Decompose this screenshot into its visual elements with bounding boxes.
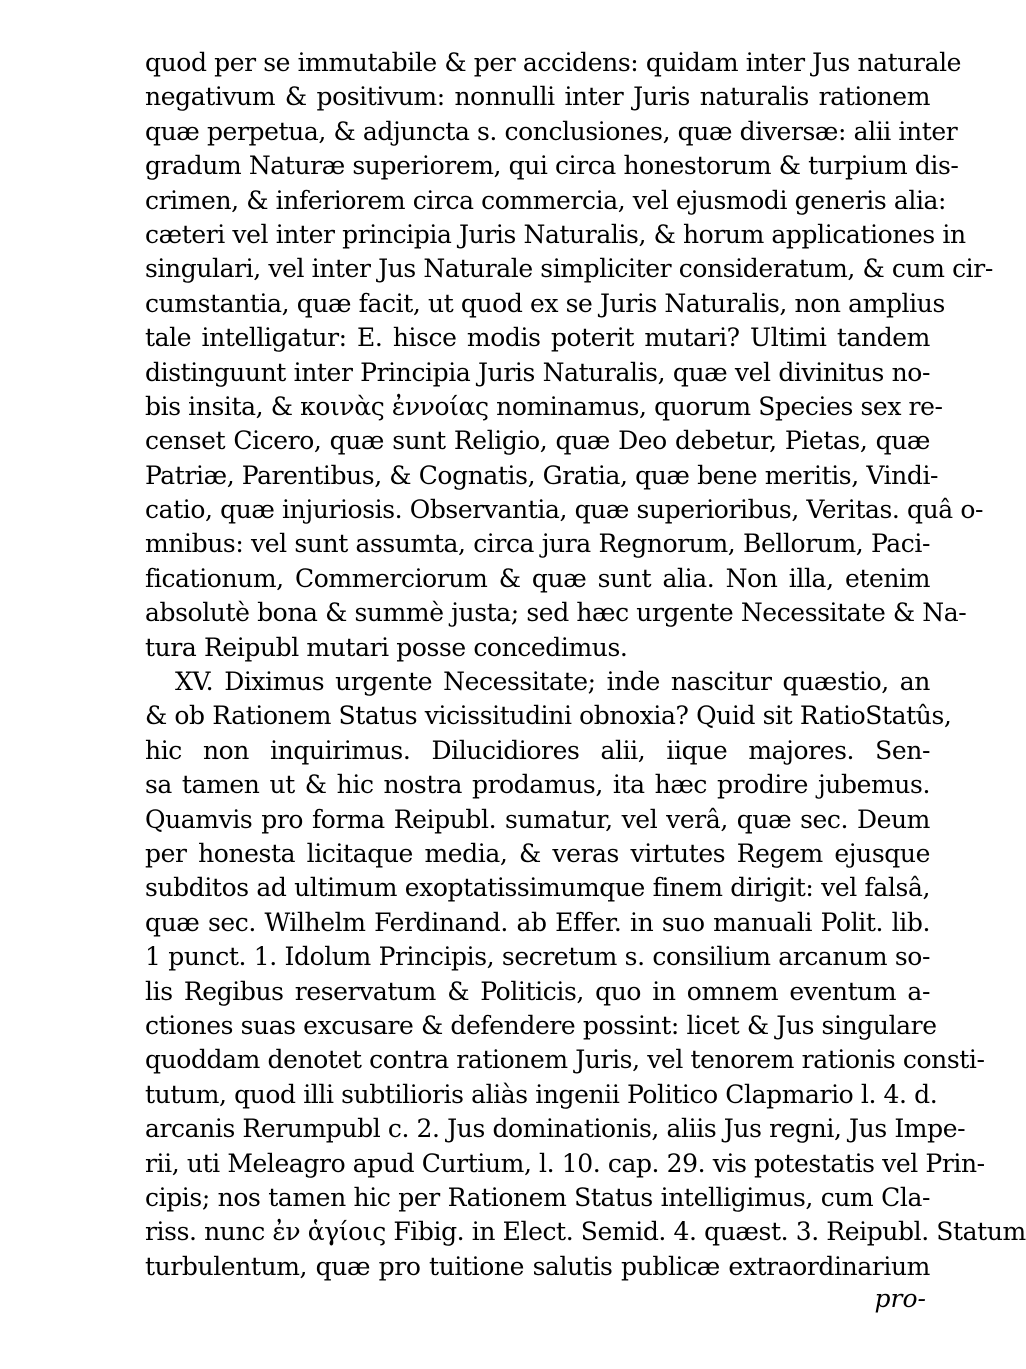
text-line: 1 punct. 1. Idolum Principis, secretum s. consilium arcanum so- (145, 942, 930, 972)
text-line: censet Cicero, quæ sunt Religio, quæ Deo debetur, Pietas, quæ (145, 426, 930, 456)
text-line: cipis; nos tamen hic per Rationem Status intelligimus, cum Cla- (145, 1182, 930, 1212)
text-line: quæ sec. Wilhelm Ferdinand. ab Effer. in suo manuali Polit. lib. (145, 907, 930, 937)
text-line: tura Reipubl mutari posse concedimus. (145, 632, 628, 662)
text-line: ctiones suas excusare & defendere possint: licet & Jus singulare (145, 1010, 937, 1040)
text-line: tutum, quod illi subtilioris aliàs ingenii Politico Clapmario l. 4. d. (145, 1079, 938, 1109)
text-line: cumstantia, quæ facit, ut quod ex se Juris Naturalis, non amplius (145, 288, 945, 318)
text-line: rii, uti Meleagro apud Curtium, l. 10. cap. 29. vis potestatis vel Prin- (145, 1148, 985, 1178)
text-line: mnibus: vel sunt assumta, circa jura Regnorum, Bellorum, Paci- (145, 529, 930, 559)
text-line: quoddam denotet contra rationem Juris, vel tenorem rationis consti- (145, 1045, 985, 1075)
text-line: Patriæ, Parentibus, & Cognatis, Gratia, quæ bene meritis, Vindi- (145, 460, 939, 490)
text-line: quæ perpetua, & adjuncta s. conclusiones, quæ diversæ: alii inter (145, 116, 958, 146)
text-line: arcanis Rerumpubl c. 2. Jus dominationis, aliis Jus regni, Jus Impe- (145, 1114, 966, 1144)
text-line: subditos ad ultimum exoptatissimumque finem dirigit: vel falsâ, (145, 873, 930, 903)
text-line: turbulentum, quæ pro tuitione salutis publicæ extraordinarium (145, 1251, 930, 1281)
text-line: absolutè bona & summè justa; sed hæc urgente Necessitate & Na- (145, 598, 967, 628)
text-line: riss. nunc ἐν ἁγίοις Fibig. in Elect. Semid. 4. quæst. 3. Reipubl. Statum (145, 1217, 1026, 1247)
text-line: catio, quæ injuriosis. Observantia, quæ superioribus, Veritas. quâ o- (145, 495, 984, 525)
text-line: bis insita, & κοινὰς ἐννοίας nominamus, quorum Species sex re- (145, 391, 943, 421)
text-line: singulari, vel inter Jus Naturale simpliciter consideratum, & cum cir- (145, 254, 993, 284)
text-line: quod per se immutabile & per accidens: quidam inter Jus naturale (145, 48, 962, 77)
text-line: per honesta licitaque media, & veras virtutes Regem ejusque (145, 838, 930, 868)
text-line: tale intelligatur: E. hisce modis poterit mutari? Ultimi tandem (145, 323, 930, 353)
text-line: & ob Rationem Status vicissitudini obnoxia? Quid sit RatioStatûs, (145, 701, 952, 731)
text-line: ficationum, Commerciorum & quæ sunt alia. Non illa, etenim (145, 563, 930, 593)
text-line: crimen, & inferiorem circa commercia, vel ejusmodi generis alia: (145, 185, 947, 215)
text-line: Quamvis pro forma Reipubl. sumatur, vel verâ, quæ sec. Deum (145, 804, 930, 834)
body-text (145, 46, 1026, 1284)
text-line: lis Regibus reservatum & Politicis, quo in omnem eventum a- (145, 976, 930, 1006)
text-line: gradum Naturæ superiorem, qui circa honestorum & turpium dis- (145, 151, 959, 181)
text-line: negativum & positivum: nonnulli inter Juris naturalis rationem (145, 82, 930, 112)
text-line: cæteri vel inter principia Juris Naturalis, & horum applicationes in (145, 219, 966, 249)
text-line: sa tamen ut & hic nostra prodamus, ita hæc prodire jubemus. (145, 770, 930, 800)
section-heading-line: XV. Diximus urgente Necessitate; inde nascitur quæstio, an (175, 667, 930, 697)
catchword: pro- (874, 1284, 926, 1313)
text-line: distinguunt inter Principia Juris Naturalis, quæ vel divinitus no- (145, 357, 930, 387)
text-line: hic non inquirimus. Dilucidiores alii, iique majores. Sen- (145, 735, 930, 765)
